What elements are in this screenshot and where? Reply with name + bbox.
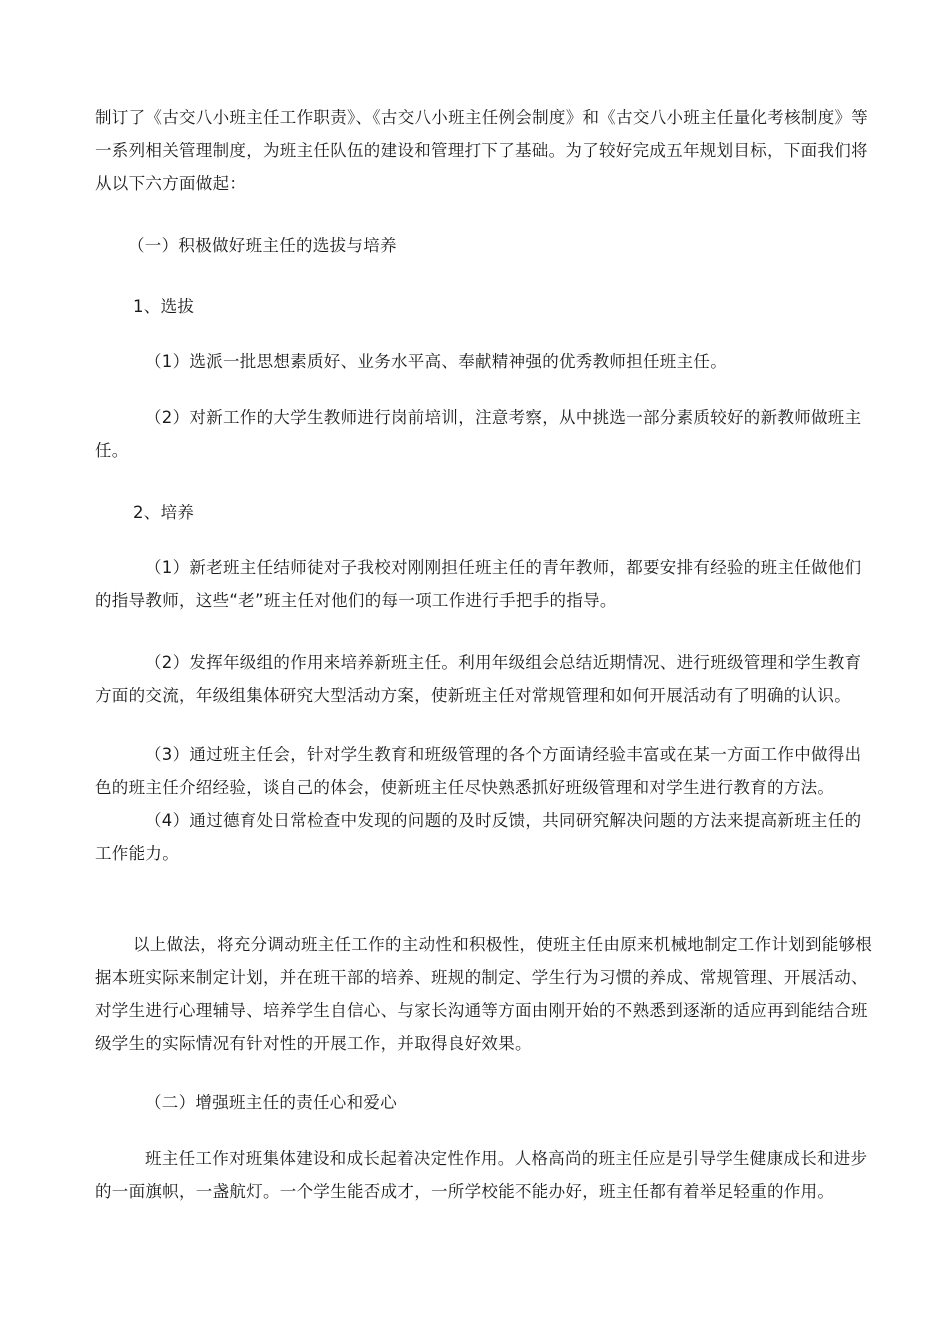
- subheading-training: 2、培养: [133, 503, 195, 522]
- paragraph-summary: 以上做法，将充分调动班主任工作的主动性和积极性，使班主任由原来机械地制定工作计划到能够根据本班实际来制定计划，并在班干部的培养、班规的制定、学生行为习惯的养成、常规管理、开展活动、对学生进行心理辅导、培养学生自信心、与家长沟通等方面由刚开始的不熟悉到逐渐的适应再到能结合班级学生的实际情况有针对性的开展工作，并取得良好效果。: [95, 935, 873, 1053]
- paragraph-responsibility: 班主任工作对班集体建设和成长起着决定性作用。人格高尚的班主任应是引导学生健康成长和进步的一面旗帜，一盏航灯。一个学生能否成才，一所学校能不能办好，班主任都有着举足轻重的作用。: [95, 1149, 868, 1201]
- section-heading-1: （一）积极做好班主任的选拔与培养: [128, 236, 397, 255]
- paragraph-training-3: （3）通过班主任会，针对学生教育和班级管理的各个方面请经验丰富或在某一方面工作中做得出色的班主任介绍经验，谈自己的体会，使新班主任尽快熟悉抓好班级管理和对学生进行教育的方法。: [95, 745, 862, 797]
- paragraph-training-2: （2）发挥年级组的作用来培养新班主任。利用年级组会总结近期情况、进行班级管理和学生教育方面的交流，年级组集体研究大型活动方案，使新班主任对常规管理和如何开展活动有了明确的认识。: [95, 653, 862, 705]
- paragraph-intro: 制订了《古交八小班主任工作职责》、《古交八小班主任例会制度》和《古交八小班主任量化考核制度》等一系列相关管理制度，为班主任队伍的建设和管理打下了基础。为了较好完成五年规划目标，下面我们将从以下六方面做起：: [95, 108, 869, 193]
- subheading-selection: 1、选拔: [133, 297, 195, 316]
- paragraph-selection-1: （1）选派一批思想素质好、业务水平高、奉献精神强的优秀教师担任班主任。: [145, 352, 727, 371]
- paragraph-training-4: （4）通过德育处日常检查中发现的问题的及时反馈，共同研究解决问题的方法来提高新班主任的工作能力。: [95, 811, 862, 863]
- section-heading-2: （二）增强班主任的责任心和爱心: [145, 1093, 397, 1112]
- paragraph-training-1: （1）新老班主任结师徒对子我校对刚刚担任班主任的青年教师，都要安排有经验的班主任做他们的指导教师，这些“老”班主任对他们的每一项工作进行手把手的指导。: [95, 558, 862, 610]
- paragraph-selection-2: （2）对新工作的大学生教师进行岗前培训，注意考察，从中挑选一部分素质较好的新教师做班主任。: [95, 408, 862, 460]
